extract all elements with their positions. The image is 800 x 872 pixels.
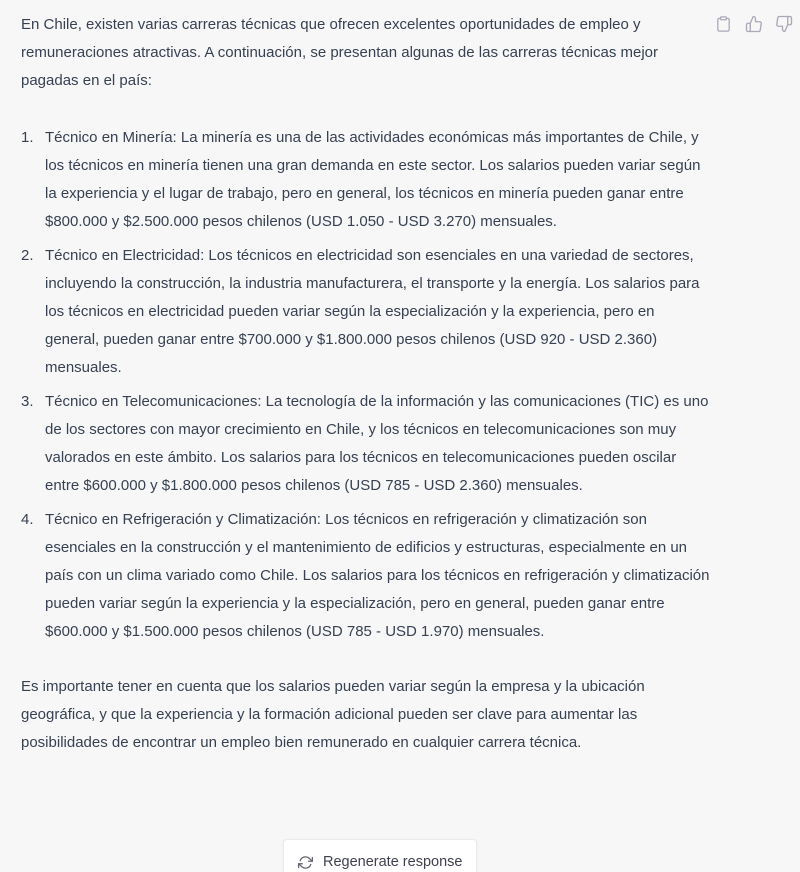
thumbs-down-button[interactable] bbox=[774, 14, 793, 34]
list-item-number: 3. bbox=[21, 393, 34, 410]
list-item-text: Técnico en Electricidad: Los técnicos en electricidad son esenciales en una variedad de sectores, incluyendo la construcción, la industria manufacturera, el transporte y la energía. Los salarios para los técnicos en electricidad pueden variar según la especialización y la experiencia, pero en general, pueden ganar entre $700.000 y $1.800.000 pesos chilenos (USD 920 - USD 2.360) mensuales. bbox=[45, 247, 700, 376]
thumbs-up-button[interactable] bbox=[744, 14, 763, 34]
thumbs-up-icon bbox=[745, 15, 763, 33]
list-item bbox=[21, 124, 711, 236]
intro-paragraph: En Chile, existen varias carreras técnicas que ofrecen excelentes oportunidades de empleo y remuneraciones atractivas. A continuación, se presentan algunas de las carreras técnicas mejor pagadas en el país: bbox=[21, 16, 659, 89]
refresh-icon bbox=[298, 855, 313, 870]
list-item bbox=[21, 388, 711, 500]
regenerate-button-label: Regenerate response bbox=[323, 854, 463, 870]
list-item bbox=[21, 506, 711, 646]
list-item-number: 1. bbox=[21, 129, 34, 146]
message-action-bar bbox=[714, 14, 793, 34]
list-item-text: Técnico en Minería: La minería es una de las actividades económicas más importantes de Chile, y los técnicos en minería tienen una gran demanda en este sector. Los salarios pueden variar según la experiencia y el lugar de trabajo, pero en general, los técnicos en minería pueden ganar entre $800.000 y $2.500.000 pesos chilenos (USD 1.050 - USD 3.270) mensuales. bbox=[45, 129, 701, 230]
career-list bbox=[21, 124, 711, 646]
list-item-text: Técnico en Telecomunicaciones: La tecnología de la información y las comunicaciones (TIC) es uno de los sectores con mayor crecimiento en Chile, y los técnicos en telecomunicaciones son muy valorados en este ámbito. Los salarios para los técnicos en telecomunicaciones pueden oscilar entre $600.000 y $1.800.000 pesos chilenos (USD 785 - USD 2.360) mensuales. bbox=[45, 393, 709, 494]
list-item-number: 2. bbox=[21, 247, 34, 264]
clipboard-icon bbox=[715, 15, 732, 33]
list-item-number: 4. bbox=[21, 511, 34, 528]
list-item-text: Técnico en Refrigeración y Climatización: Los técnicos en refrigeración y climatización son esenciales en la construcción y el mantenimiento de edificios y estructuras, especialmente en un país con un clima variado como Chile. Los salarios para los técnicos en refrigeración y climatización pueden variar según la experiencia y la especialización, pero en general, pueden ganar entre $600.000 y $1.500.000 pesos chilenos (USD 785 - USD 1.970) mensuales. bbox=[45, 511, 710, 640]
outro-paragraph: Es importante tener en cuenta que los salarios pueden variar según la empresa y la ubicación geográfica, y que la experiencia y la formación adicional pueden ser clave para aumentar las posibilidades de encontrar un empleo bien remunerado en cualquier carrera técnica. bbox=[21, 678, 645, 751]
thumbs-down-icon bbox=[775, 15, 793, 33]
copy-button[interactable] bbox=[714, 14, 733, 34]
message-body bbox=[21, 11, 711, 757]
list-item bbox=[21, 242, 711, 382]
regenerate-button[interactable] bbox=[283, 839, 477, 872]
